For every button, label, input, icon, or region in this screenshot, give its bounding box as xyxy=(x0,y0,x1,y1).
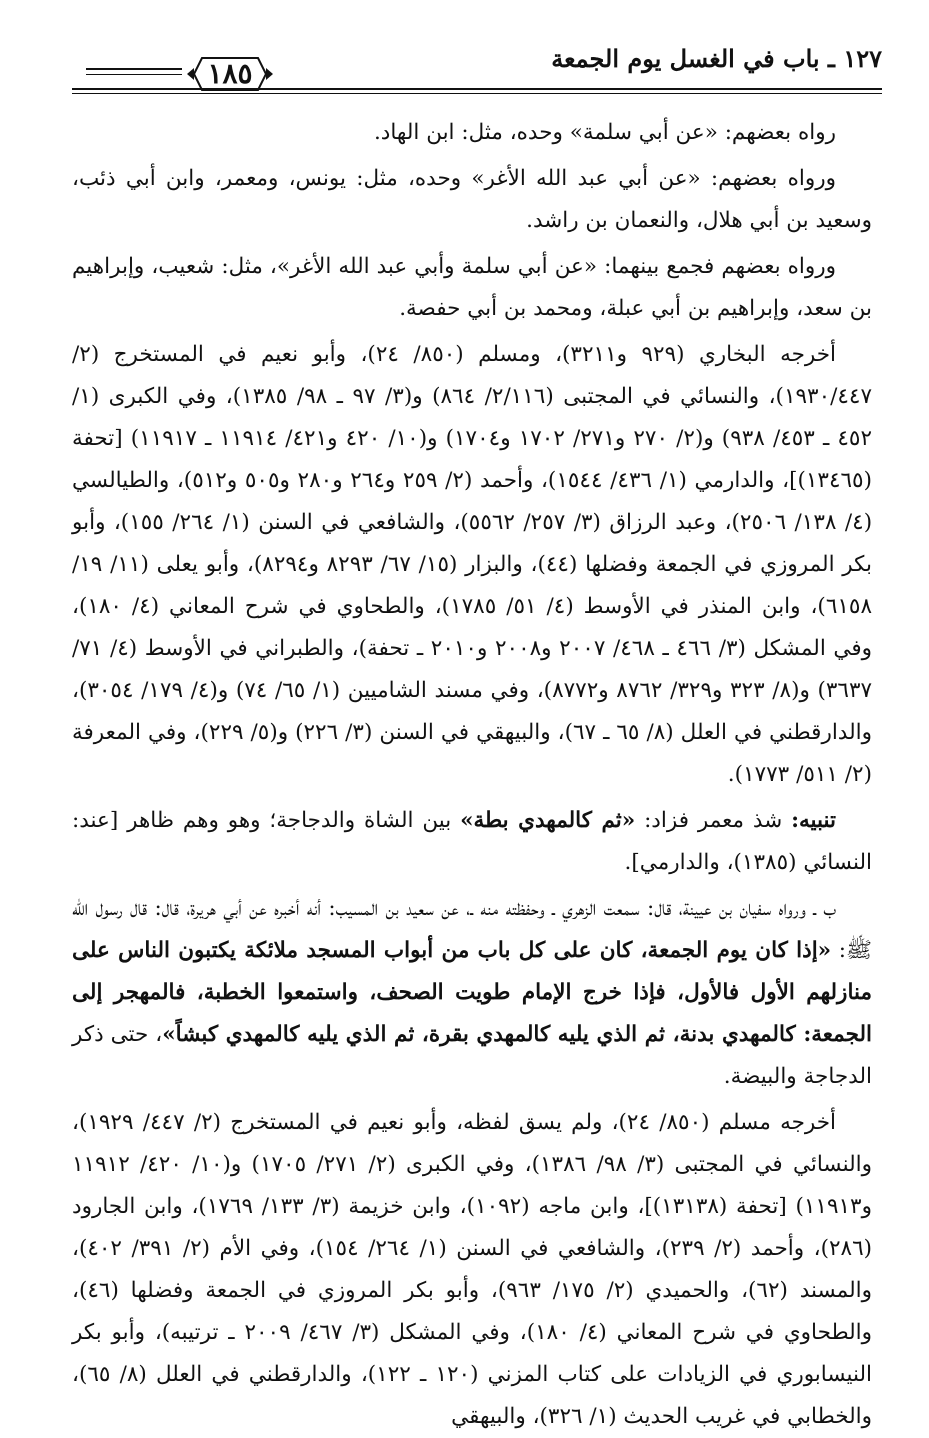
note-text-after: بين الشاة والدجاجة؛ وهو وهم ظاهر [عند: النسائي (١٣٨٥)، والدارمي]. xyxy=(72,808,872,875)
page-number-ornament-lines xyxy=(86,68,182,78)
note-quote: «ثم كالمهدي بطة» xyxy=(460,808,636,833)
header-rule xyxy=(72,88,882,94)
hadith-matn: «إذا كان يوم الجمعة، كان على كل باب من أبواب المسجد ملائكة يكتبون الناس على منازلهم الأول فالأول، فإذا خرج الإمام طويت الصحف، واستمعوا الخطبة، فالمهجر إلى الجمعة: كالمهدي بدنة، ثم الذي يليه كالمهدي بقرة، ثم الذي يليه كالمهدي كبشاً» xyxy=(72,938,872,1047)
paragraph: أخرجه البخاري (٩٢٩ و٣٢١١)، ومسلم (٨٥٠/ ٢٤)، وأبو نعيم في المستخرج (٢/ ١٩٣٠/٤٤٧)، والنسائي في المجتبى (٢/١١٦/ ٨٦٤) و(٣/ ٩٧ ـ ٩٨/ ١٣٨٥)، وفي الكبرى (١/ ٤٥٢ ـ ٤٥٣/ ٩٣٨) و(٢/ ٢٧٠ و٢٧١/ ١٧٠٢ و١٧٠٤) و(١٠/ ٤٢٠ و٤٢١/ ١١٩١٤ ـ ١١٩١٧) [تحفة (١٣٤٦٥)]، والدارمي (١/ ٤٣٦/ ١٥٤٤)، وأحمد (٢/ ٢٥٩ و٢٦٤ و٢٨٠ و٥٠٥ و٥١٢)، والطيالسي (٤/ ١٣٨/ ٢٥٠٦)، وعبد الرزاق (٣/ ٢٥٧/ ٥٥٦٢)، والشافعي في السنن (١/ ٢٦٤/ ١٥٥)، وأبو بكر المروزي في الجمعة وفضلها (٤٤)، والبزار (١٥/ ٦٧/ ٨٢٩٣ و٨٢٩٤)، وأبو يعلى (١١/ ١٩/ ٦١٥٨)، وابن المنذر في الأوسط (٤/ ٥١/ ١٧٨٥)، والطحاوي في شرح المعاني (٤/ ١٨٠)، وفي المشكل (٣/ ٤٦٦ ـ ٤٦٨/ ٢٠٠٧ و٢٠٠٨ و٢٠١٠ ـ تحفة)، والطبراني في الأوسط (٤/ ٧١/ ٣٦٣٧) و(٨/ ٣٢٣ و٣٢٩/ ٨٧٦٢ و٨٧٧٢)، وفي مسند الشاميين (١/ ٦٥/ ٧٤) و(٤/ ١٧٩/ ٣٠٥٤)، والدارقطني في العلل (٨/ ٦٥ ـ ٦٧)، والبيهقي في السنن (٣/ ٢٢٦) و(٥/ ٢٢٩)، وفي المعرفة (٢/ ٥١١/ ١٧٧٣). xyxy=(72,342,873,787)
paragraph: ورواه بعضهم فجمع بينهما: «عن أبي سلمة وأبي عبد الله الأغر»، مثل: شعيب، وإبراهيم بن سعد، وإبراهيم بن أبي عبلة، ومحمد بن أبي حفصة. xyxy=(72,254,872,321)
hadith-paragraph xyxy=(72,888,872,1098)
note-label: تنبيه: xyxy=(791,808,836,833)
page-number: ١٨٥ xyxy=(207,57,253,90)
paragraph: أخرجه مسلم (٨٥٠/ ٢٤)، ولم يسق لفظه، وأبو نعيم في المستخرج (٢/ ٤٤٧/ ١٩٢٩)، والنسائي في المجتبى (٣/ ٩٨/ ١٣٨٦)، وفي الكبرى (٢/ ٢٧١/ ١٧٠٥) و(١٠/ ٤٢٠/ ١١٩١٢ و١١٩١٣) [تحفة (١٣١٣٨)]، وابن ماجه (١٠٩٢)، وابن خزيمة (٣/ ١٣٣/ ١٧٦٩)، وابن الجارود (٢٨٦)، وأحمد (٢/ ٢٣٩)، والشافعي في السنن (١/ ٢٦٤/ ١٥٤)، وفي الأم (٢/ ٣٩١/ ٤٠٢)، والمسند (٦٢)، والحميدي (٢/ ١٧٥/ ٩٦٣)، وأبو بكر المروزي في الجمعة وفضلها (٤٦)، والطحاوي في شرح المعاني (٤/ ١٨٠)، وفي المشكل (٣/ ٤٦٧/ ٢٠٠٩ ـ ترتيبه)، وأبو بكر النيسابوري في الزيادات على كتاب المزني (١٢٠ ـ ١٢٢)، والدارقطني في العلل (٨/ ٦٥)، والخطابي في غريب الحديث (١/ ٣٢٦)، والبيهقي xyxy=(72,1110,873,1429)
page-body xyxy=(72,112,873,1429)
note-paragraph xyxy=(72,800,872,884)
hadith-tail: ، حتى ذكر الدجاجة والبيضة. xyxy=(72,1022,872,1089)
note-text-before: شذ معمر فزاد: xyxy=(635,808,792,833)
running-title: ١٢٧ ـ باب في الغسل يوم الجمعة xyxy=(551,44,882,73)
hadith-isnad: ب ـ ورواه سفيان بن عيينة، قال: سمعت الزهري ـ وحفظته منه ـ، عن سعيد بن المسيب: أنه أخبره عن أبي هريرة، قال: قال رسول الله ﷺ: xyxy=(72,896,872,963)
paragraph: ورواه بعضهم: «عن أبي عبد الله الأغر» وحده، مثل: يونس، ومعمر، وابن أبي ذئب، وسعيد بن أبي هلال، والنعمان بن راشد. xyxy=(72,166,872,233)
paragraph: رواه بعضهم: «عن أبي سلمة» وحده، مثل: ابن الهاد. xyxy=(373,120,836,145)
page-header xyxy=(72,40,882,100)
